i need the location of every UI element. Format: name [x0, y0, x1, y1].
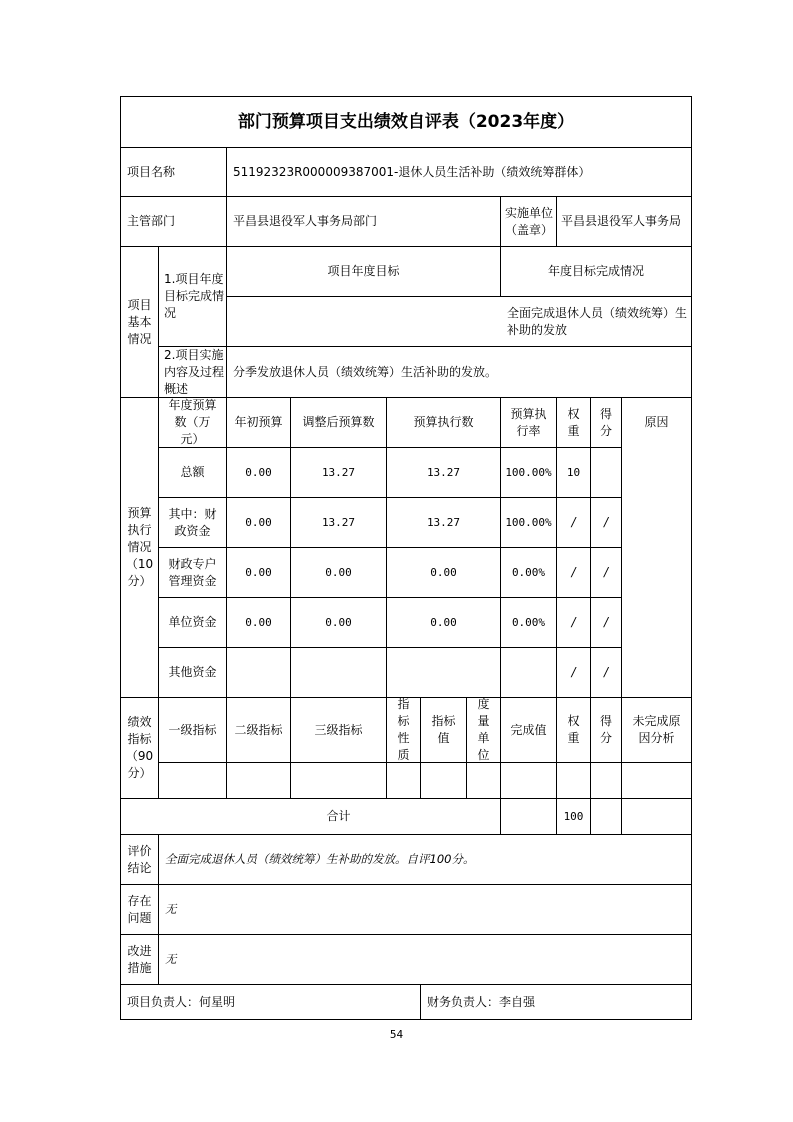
perf-header-level2: 二级指标 [234, 722, 283, 737]
perf-header-unit: 度量单位 [477, 697, 490, 762]
annual-goal-header: 项目年度目标 [327, 264, 400, 278]
budget-row-rate: 0.00% [511, 566, 546, 579]
budget-row-initial: 0.00 [245, 466, 272, 479]
budget-row-score: / [603, 515, 609, 529]
form-title: 部门预算项目支出绩效自评表（2023年度） [237, 111, 575, 132]
budget-row-initial: 0.00 [245, 516, 272, 529]
budget-row-score [591, 448, 621, 497]
project-name-value: 51192323R000009387001-退休人员生活补助（绩效统筹群体） [233, 164, 591, 179]
budget-row-score: / [603, 565, 609, 579]
budget-row-rate: 100.00% [505, 516, 552, 529]
budget-row-score: / [603, 615, 609, 629]
border-right [691, 96, 692, 1020]
rule [158, 762, 692, 763]
budget-row-weight: 10 [566, 466, 581, 479]
budget-row-weight: / [571, 665, 576, 679]
finance-owner: 财务负责人：李自强 [427, 994, 536, 1009]
perf-section-label: 绩效指标（90分） [125, 715, 154, 780]
perf-header-completed: 完成值 [510, 722, 547, 737]
project-name-label: 项目名称 [127, 164, 176, 179]
project-owner: 项目负责人：何星明 [127, 994, 236, 1009]
total-weight: 100 [563, 810, 584, 823]
total-label: 合计 [326, 809, 351, 823]
impl-unit-value: 平昌县退役军人事务局 [561, 214, 682, 228]
budget-row-initial: 0.00 [245, 566, 272, 579]
budget-row-rate [501, 648, 556, 697]
budget-row-executed [387, 648, 500, 697]
budget-row-name: 财政专户管理资金 [168, 556, 217, 588]
budget-header-rate: 预算执行率 [510, 406, 547, 438]
perf-header-weight: 权重 [567, 714, 580, 745]
budget-row-adjusted: 0.00 [325, 566, 352, 579]
budget-row-adjusted [291, 648, 386, 697]
budget-row-weight: / [571, 615, 576, 629]
perf-header-score: 得分 [599, 714, 612, 745]
dept-label: 主管部门 [127, 214, 176, 228]
perf-header-level3: 三级指标 [314, 722, 363, 737]
impl-unit-label: 实施单位（盖章） [505, 205, 554, 237]
budget-section-label: 预算执行情况（10分） [125, 506, 154, 588]
budget-row-name: 其中：财政资金 [168, 506, 217, 538]
budget-header-initial: 年初预算 [234, 415, 283, 429]
impl-label: 2.项目实施内容及过程概述 [164, 347, 225, 396]
budget-row-adjusted: 13.27 [321, 516, 356, 529]
eval-text: 全面完成退休人员（绩效统筹）生补助的发放。自评100分。 [165, 852, 475, 866]
issue-label: 存在问题 [127, 893, 152, 925]
budget-row-executed: 13.27 [426, 466, 461, 479]
budget-row-initial [227, 648, 290, 697]
budget-header-reason: 原因 [644, 415, 669, 429]
budget-row-weight: / [571, 565, 576, 579]
budget-row-executed: 0.00 [430, 566, 457, 579]
perf-header-reason: 未完成原因分析 [632, 714, 681, 745]
goal-label: 1.项目年度目标完成情况 [164, 272, 225, 320]
budget-row-executed: 13.27 [426, 516, 461, 529]
improve-text: 无 [165, 952, 177, 966]
goal-completion-header: 年度目标完成情况 [547, 264, 644, 278]
budget-header-item: 年度预算数（万元） [168, 398, 217, 446]
budget-header-adjusted: 调整后预算数 [302, 415, 375, 429]
budget-row-adjusted: 0.00 [325, 616, 352, 629]
issue-text: 无 [165, 902, 177, 916]
perf-header-value: 指标值 [431, 714, 456, 745]
budget-header-score: 得分 [599, 406, 612, 438]
perf-header-level1: 一级指标 [168, 722, 217, 737]
budget-header-executed: 预算执行数 [413, 415, 474, 429]
total-score [591, 799, 621, 834]
basic-info-label: 项目基本情况 [127, 297, 152, 346]
border-bottom [120, 1019, 692, 1020]
annual-goal-value [227, 297, 500, 346]
budget-row-adjusted: 13.27 [321, 466, 356, 479]
eval-label: 评价结论 [127, 843, 152, 875]
budget-row-name: 其他资金 [168, 665, 217, 679]
budget-row-initial: 0.00 [245, 616, 272, 629]
budget-row-rate: 100.00% [505, 466, 552, 479]
budget-row-weight: / [571, 515, 576, 529]
page-number: 54 [389, 1028, 404, 1041]
perf-header-nature: 指标性质 [397, 697, 410, 762]
budget-row-name: 单位资金 [168, 615, 217, 629]
budget-row-executed: 0.00 [430, 616, 457, 629]
budget-row-score: / [603, 665, 609, 679]
goal-completion-value: 全面完成退休人员（绩效统筹）生补助的发放 [507, 305, 688, 337]
improve-label: 改进措施 [127, 943, 152, 975]
budget-header-weight: 权重 [567, 406, 580, 438]
budget-row-name: 总额 [180, 465, 205, 479]
budget-row-rate: 0.00% [511, 616, 546, 629]
impl-content: 分季发放退休人员（绩效统筹）生活补助的发放。 [233, 364, 498, 379]
dept-value: 平昌县退役军人事务局部门 [233, 214, 378, 228]
rule [621, 397, 622, 835]
